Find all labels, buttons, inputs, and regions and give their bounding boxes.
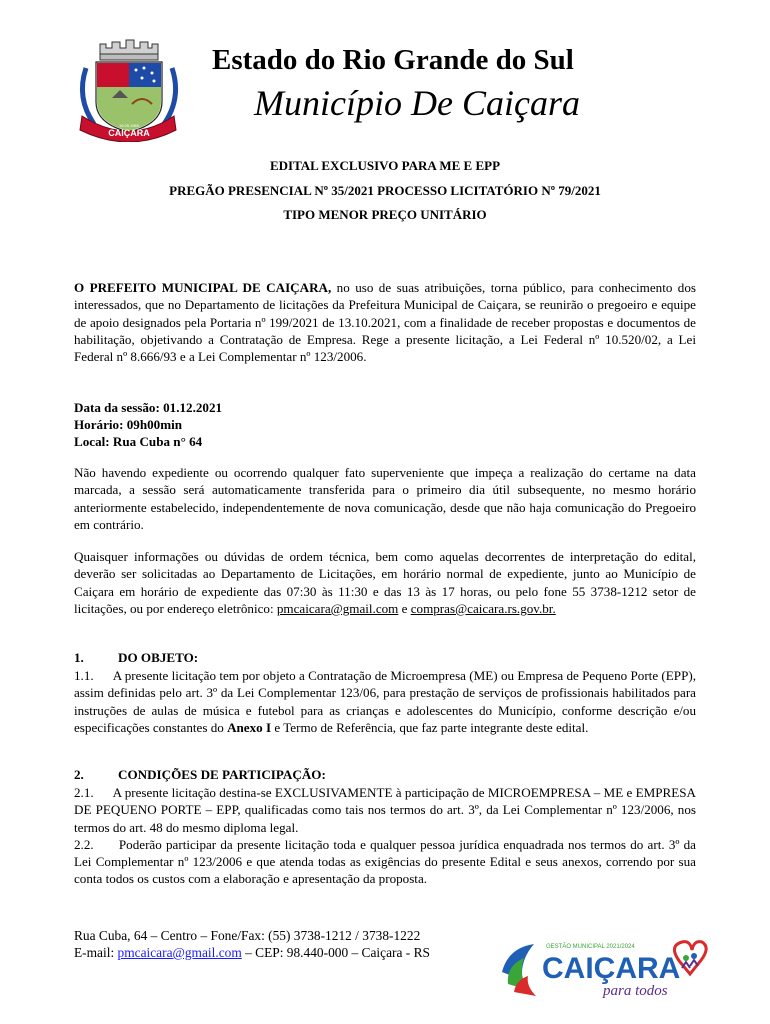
footer-email-label: E-mail: [74, 945, 118, 960]
email-link-pmcaicara[interactable]: pmcaicara@gmail.com [276, 600, 399, 616]
section-1-body [74, 667, 700, 736]
item-2-1: 2.1. A presente licitação destina-se EXCLUSIVAMENTE à participação de MICROEMPRESA – ME e EMPRESA DE PEQUENO PORTE – EPP, qualificadas como tais nos termos do art. 3º, da Lei Complementar nº 123/2006, nos termos do art. 48 do mesmo diploma legal. [74, 785, 700, 835]
section-1-number: 1. [74, 650, 84, 665]
session-info [74, 399, 222, 450]
logo-name: CAIÇARA [542, 952, 681, 985]
session-date: Data da sessão: 01.12.2021 [74, 400, 223, 415]
footer [74, 927, 430, 961]
mural-crown-icon [100, 40, 158, 60]
footer-contact [74, 944, 430, 961]
session-place: Local: Rua Cuba n° 64 [74, 434, 203, 449]
municipality-name: Município De Caiçara [254, 83, 580, 123]
item-1-1-text: 1.1. A presente licitação tem por objeto a Contratação de Microempresa (ME) ou Empresa de Pequeno Porte (EPP), assim definidas pelo art. 3º da Lei Complementar 123/06, para prestação de serviços de profissionais habilitados para instruções de aulas de música e futebol para as crianças e adolescentes do Município, conforme descrição e/ou especificações constantes do [74, 668, 700, 735]
footer-address: Rua Cuba, 64 – Centro – Fone/Fax: (55) 3738-1212 / 3738-1222 [74, 928, 421, 943]
footer-cep: – CEP: 98.440-000 – Caiçara - RS [241, 945, 430, 960]
postpone-paragraph [74, 464, 696, 533]
info-connector: e [398, 600, 411, 616]
crest-date: 19.09.1969 [118, 123, 140, 128]
shield-icon [96, 62, 162, 132]
footer-email-link[interactable]: pmcaicara@gmail.com [117, 945, 242, 960]
doc-title-line2: PREGÃO PRESENCIAL Nº 35/2021 PROCESSO LICITATÓRIO Nº 79/2021 [169, 183, 601, 198]
session-time: Horário: 09h00min [74, 417, 183, 432]
item-2-2: 2.2. Poderão participar da presente licitação toda e qualquer pessoa jurídica enquadrada nos termos do art. 3º da Lei Complementar nº 123/2006 e que atenda todas as exigências do presente Edital e seus anexos, correndo por sua conta todos os custos com a elaboração e apresentação da proposta. [74, 836, 700, 887]
section-1-title: DO OBJETO: [118, 650, 199, 665]
postpone-text: Não havendo expediente ou ocorrendo qualquer fato superveniente que impeça a realização do certame na data marcada, a sessão será automaticamente transferida para o primeiro dia útil subsequente, no mesmo horário anteriormente estabelecido, independentemente de nova comunicação, desde que não haja comunicação do Pregoeiro em contrário. [74, 465, 696, 532]
crest-town-name: CAIÇARA [108, 128, 150, 138]
doc-title-line3: TIPO MENOR PREÇO UNITÁRIO [283, 207, 487, 222]
info-paragraph [74, 548, 696, 617]
municipal-crest [72, 38, 184, 142]
email-link-compras[interactable]: compras@caicara.rs.gov.br. [410, 600, 556, 616]
logo-top-text: GESTÃO MUNICIPAL 2021/2024 [546, 944, 635, 950]
section-2-number: 2. [74, 767, 84, 782]
intro-text: no uso de suas atribuições, torna público, para conhecimento dos interessados, que no Departamento de licitações da Prefeitura Municipal de Caiçara, se reunirão o pregoeiro e equipe de apoio designados pela Portaria nº 199/2021 de 13.10.2021, com a finalidade de receber propostas e documentos de habilitação, objetivando a Contratação de Empresa. Rege a presente licitação, a Lei Federal nº 10.520/02, a Lei Federal nº 8.666/93 e a Lei Complementar nº 123/2006. [74, 280, 696, 365]
item-1-1-annex: Anexo I [227, 719, 272, 735]
section-2-heading [74, 767, 326, 783]
info-text: Quaisquer informações ou dúvidas de ordem técnica, bem como aquelas decorrentes de interpretação do edital, deverão ser solicitadas ao Departamento de Licitações, em horário normal de expediente, junto ao Município de Caiçara em horário de expediente das 07:30 às 11:30 e das 13 às 17 horas, ou pelo fone 55 3738-1212 setor de licitações, ou por endereço eletrônico: [74, 549, 696, 616]
intro-bold-lead: O PREFEITO MUNICIPAL DE CAIÇARA, [74, 280, 332, 295]
logo-tagline: para todos [603, 983, 668, 999]
doc-title-line1: EDITAL EXCLUSIVO PARA ME E EPP [269, 158, 501, 173]
section-2-title: CONDIÇÕES DE PARTICIPAÇÃO: [118, 767, 326, 782]
intro-paragraph [74, 279, 696, 365]
section-1-heading [74, 650, 198, 666]
section-2-body [74, 784, 700, 888]
state-name: Estado do Rio Grande do Sul [212, 44, 574, 76]
item-1-1-tail: e Termo de Referência, que faz parte integrante deste edital. [271, 719, 589, 735]
